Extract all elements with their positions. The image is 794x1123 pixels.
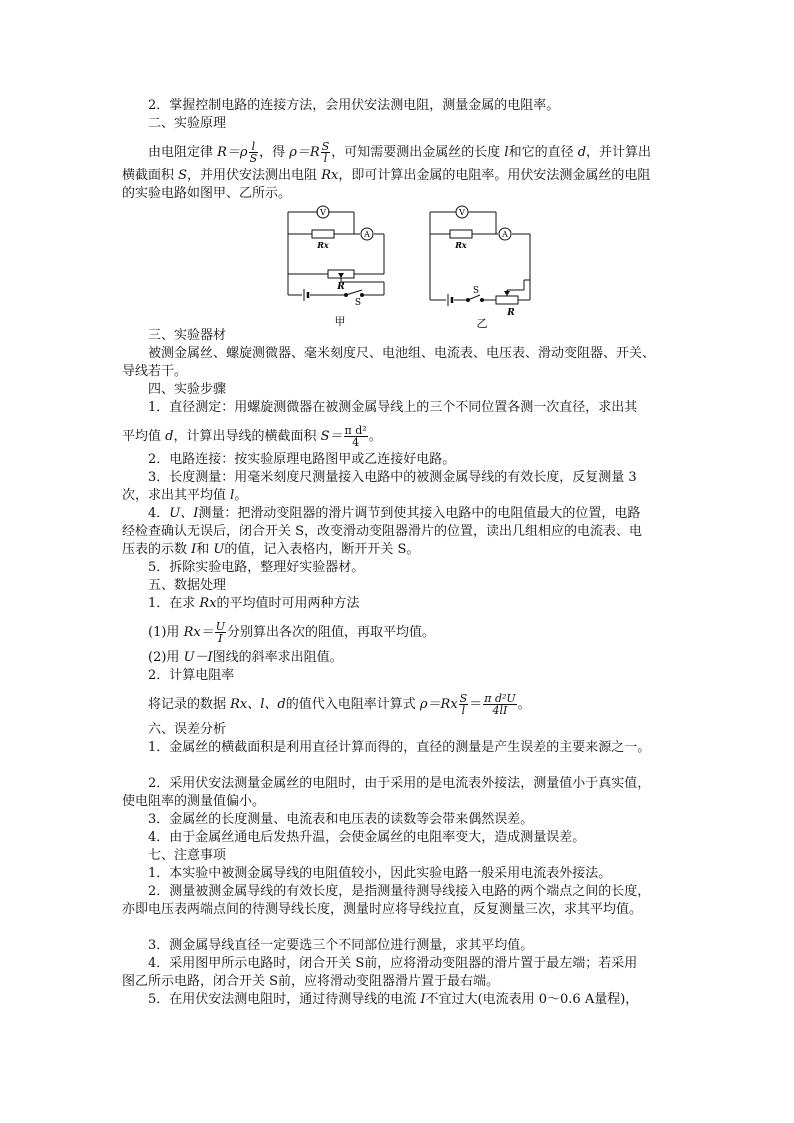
- step-2-line: 2．电路连接：按实验原理电路图甲或乙连接好电路。: [148, 452, 456, 467]
- ammeter-label: A: [364, 230, 370, 239]
- step-4-line-1: 4．U、I测量：把滑动变阻器的滑片调节到使其接入电路中的电阻值最大的位置，电路: [148, 506, 641, 521]
- figure-caption-yi: 乙: [476, 317, 488, 330]
- data-line-2: 2．计算电阻率: [148, 668, 235, 683]
- equipment-line-1: 被测金属丝、螺旋测微器、毫米刻度尺、电池组、电流表、电压表、滑动变阻器、开关、: [148, 346, 656, 361]
- data-line-1: 1．在求 Rx的平均值时可用两种方法: [148, 596, 360, 611]
- circuit-diagram-yi: [426, 202, 538, 330]
- error-line-2: 2．采用伏安法测量金属丝的电阻时，由于采用的是电流表外接法，测量值小于真实值，: [148, 776, 651, 791]
- rx-label: Rx: [455, 240, 467, 250]
- rheostat-label: R: [337, 282, 345, 292]
- step-4-line-2: 经检查确认无误后，闭合开关 S，改变滑动变阻器滑片的位置，读出几组相应的电流表、电: [122, 524, 643, 539]
- principle-line-3: 的实验电路如图甲、乙所示。: [122, 186, 292, 201]
- voltmeter-label: V: [459, 208, 465, 217]
- section-heading-equipment: 三、实验器材: [148, 328, 227, 343]
- step-4-line-3: 压表的示数 I和 U的值，记入表格内，断开开关 S。: [122, 542, 420, 557]
- note-line-5: 4．采用图甲所示电路时，闭合开关 S前，应将滑动变阻器的滑片置于最左端；若采用: [148, 956, 638, 971]
- resistivity-formula-line: 将记录的数据 Rx、l、d的值代入电阻率计算式 ρ＝Rx $\frac{S}{l}$ ＝ $\frac{\text{π d²U}}{4lI}$ 。: [148, 692, 531, 717]
- data-method-1: (1)用 Rx＝ $\frac{U}{I}$ 分别算出各次的阻值，再取平均值。: [148, 620, 435, 645]
- note-line-3: 亦即电压表两端点间的待测导线长度，测量时应将导线拉直，反复测量三次，求其平均值。: [122, 902, 643, 917]
- step-5-line: 5．拆除实验电路，整理好实验器材。: [148, 560, 365, 575]
- error-line-4: 3．金属丝的长度测量、电流表和电压表的读数等会带来偶然误差。: [148, 812, 534, 827]
- note-line-1: 1．本实验中被测金属导线的电阻值较小，因此实验电路一般采用电流表外接法。: [148, 866, 612, 881]
- ammeter-label: A: [502, 230, 508, 239]
- circuit-diagram-jia: [284, 202, 396, 330]
- objective-line: 2．掌握控制电路的连接方法，会用伏安法测电阻，测量金属的电阻率。: [148, 98, 560, 113]
- switch-label: S: [354, 298, 362, 308]
- step-3-line-1: 3．长度测量：用毫米刻度尺测量接入电路中的被测金属导线的有效长度，反复测量 3: [148, 470, 637, 485]
- section-heading-data: 五、数据处理: [148, 578, 227, 593]
- error-line-1: 1．金属丝的横截面积是利用直径计算而得的，直径的测量是产生误差的主要来源之一。: [148, 740, 651, 755]
- section-heading-error: 六、误差分析: [148, 722, 227, 737]
- section-heading-steps: 四、实验步骤: [148, 382, 227, 397]
- rheostat-label: R: [507, 308, 515, 318]
- step-1-line-1: 1．直径测定：用螺旋测微器在被测金属导线上的三个不同位置各测一次直径，求出其: [148, 400, 638, 415]
- switch-label: S: [472, 286, 480, 296]
- step-1-line-2: 平均值 d，计算出导线的横截面积 S＝ $\frac{\text{π d²}}{4}$ 。: [122, 424, 382, 449]
- note-line-7: 5．在用伏安法测电阻时，通过待测导线的电流 I不宜过大(电流表用 0～0.6 A量程)，: [148, 992, 639, 1007]
- note-line-2: 2．测量被测金属导线的有效长度，是指测量待测导线接入电路的两个端点之间的长度，: [148, 884, 651, 899]
- error-line-5: 4．由于金属丝通电后发热升温，会使金属丝的电阻率变大，造成测量误差。: [148, 830, 586, 845]
- note-line-6: 图乙所示电路，闭合开关 S前，应将滑动变阻器滑片置于最右端。: [122, 974, 500, 989]
- section-heading-principle: 二、实验原理: [148, 116, 227, 131]
- equipment-line-2: 导线若干。: [122, 364, 188, 379]
- note-line-4: 3．测金属导线直径一定要选三个不同部位进行测量，求其平均值。: [148, 938, 534, 953]
- voltmeter-label: V: [320, 208, 326, 217]
- data-method-2: (2)用 U－I图线的斜率求出阻值。: [148, 650, 343, 665]
- figure-caption-jia: 甲: [334, 315, 346, 328]
- section-heading-notes: 七、注意事项: [148, 848, 227, 863]
- principle-line-2: 横截面积 S，并用伏安法测出电阻 Rx，即可计算出金属的电阻率。用伏安法测金属丝的电阻: [122, 168, 651, 183]
- rx-label: Rx: [317, 240, 329, 250]
- principle-line-1: 由电阻定律 R＝ρ $\frac{l}{S}$ ，得 ρ＝R $\frac{S}{l}$ ，可知需要测出金属丝的长度 l和它的直径 d，并计算出: [148, 140, 652, 165]
- error-line-3: 使电阻率的测量值偏小。: [122, 794, 266, 809]
- step-3-line-2: 次，求出其平均值 l。: [122, 488, 248, 503]
